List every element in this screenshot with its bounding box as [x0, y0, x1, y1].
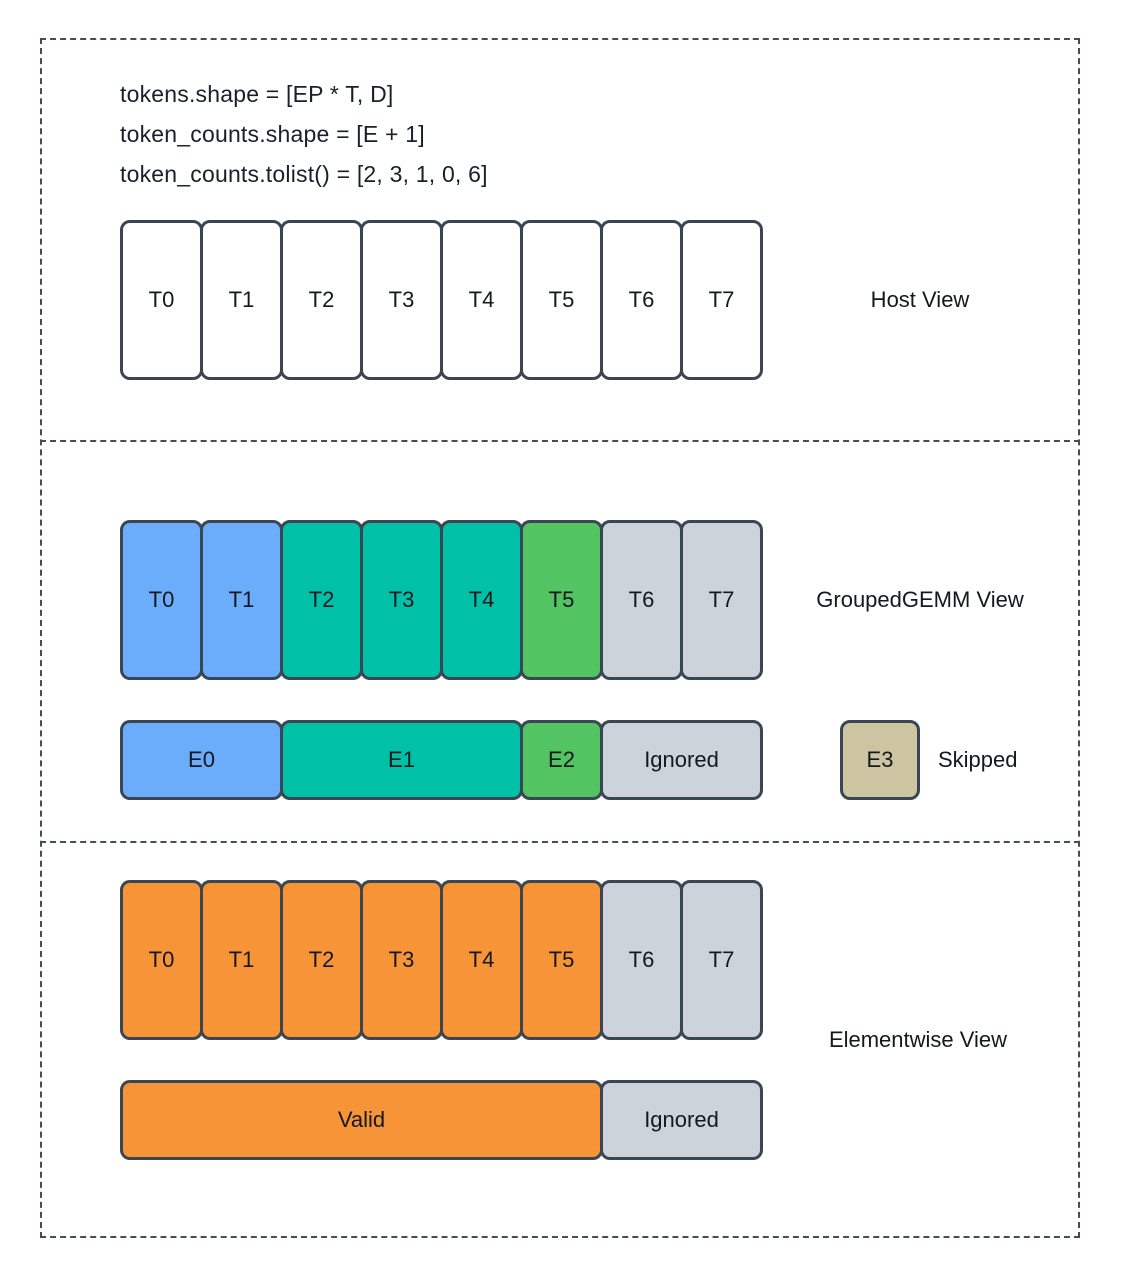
host-token-t2: T2: [280, 220, 363, 380]
host-token-t6: T6: [600, 220, 683, 380]
host-view-label: Host View: [870, 287, 970, 312]
expert-segment-e0: E0: [120, 720, 283, 800]
groupedgemm-token-t1: T1: [200, 520, 283, 680]
elementwise-token-row: [120, 880, 763, 1040]
host-token-row: [120, 220, 763, 380]
groupedgemm-token-t0: T0: [120, 520, 203, 680]
elementwise-segment-row: [120, 1080, 763, 1160]
elementwise-token-t4: T4: [440, 880, 523, 1040]
elementwise-segment-valid: Valid: [120, 1080, 603, 1160]
elementwise-view-label: Elementwise View: [828, 1027, 1008, 1052]
code-line-token-counts-tolist: token_counts.tolist() = [2, 3, 1, 0, 6]: [120, 161, 488, 187]
expert-segment-e2: E2: [520, 720, 603, 800]
groupedgemm-token-t3: T3: [360, 520, 443, 680]
groupedgemm-token-t6: T6: [600, 520, 683, 680]
host-token-t4: T4: [440, 220, 523, 380]
host-token-t3: T3: [360, 220, 443, 380]
code-line-token-counts-shape: token_counts.shape = [E + 1]: [120, 121, 425, 147]
skipped-expert-box: E3: [840, 720, 920, 800]
code-line-tokens-shape: tokens.shape = [EP * T, D]: [120, 81, 394, 107]
code-annotations: [120, 74, 488, 194]
elementwise-token-t1: T1: [200, 880, 283, 1040]
host-token-t5: T5: [520, 220, 603, 380]
elementwise-token-t7: T7: [680, 880, 763, 1040]
panel-divider-host-groupedgemm: [40, 440, 1080, 442]
host-token-t7: T7: [680, 220, 763, 380]
expert-segment-e1: E1: [280, 720, 523, 800]
groupedgemm-expert-row: [120, 720, 763, 800]
host-token-t1: T1: [200, 220, 283, 380]
panel-divider-groupedgemm-elementwise: [40, 841, 1080, 843]
groupedgemm-token-t2: T2: [280, 520, 363, 680]
elementwise-token-t3: T3: [360, 880, 443, 1040]
groupedgemm-token-row: [120, 520, 763, 680]
groupedgemm-token-t7: T7: [680, 520, 763, 680]
elementwise-token-t2: T2: [280, 880, 363, 1040]
groupedgemm-token-t4: T4: [440, 520, 523, 680]
groupedgemm-view-label: GroupedGEMM View: [816, 587, 1024, 612]
elementwise-segment-ignored: Ignored: [600, 1080, 763, 1160]
elementwise-token-t0: T0: [120, 880, 203, 1040]
groupedgemm-token-t5: T5: [520, 520, 603, 680]
host-token-t0: T0: [120, 220, 203, 380]
elementwise-token-t6: T6: [600, 880, 683, 1040]
expert-segment-ignored: Ignored: [600, 720, 763, 800]
skipped-annotation: Skipped: [938, 747, 1018, 772]
elementwise-token-t5: T5: [520, 880, 603, 1040]
